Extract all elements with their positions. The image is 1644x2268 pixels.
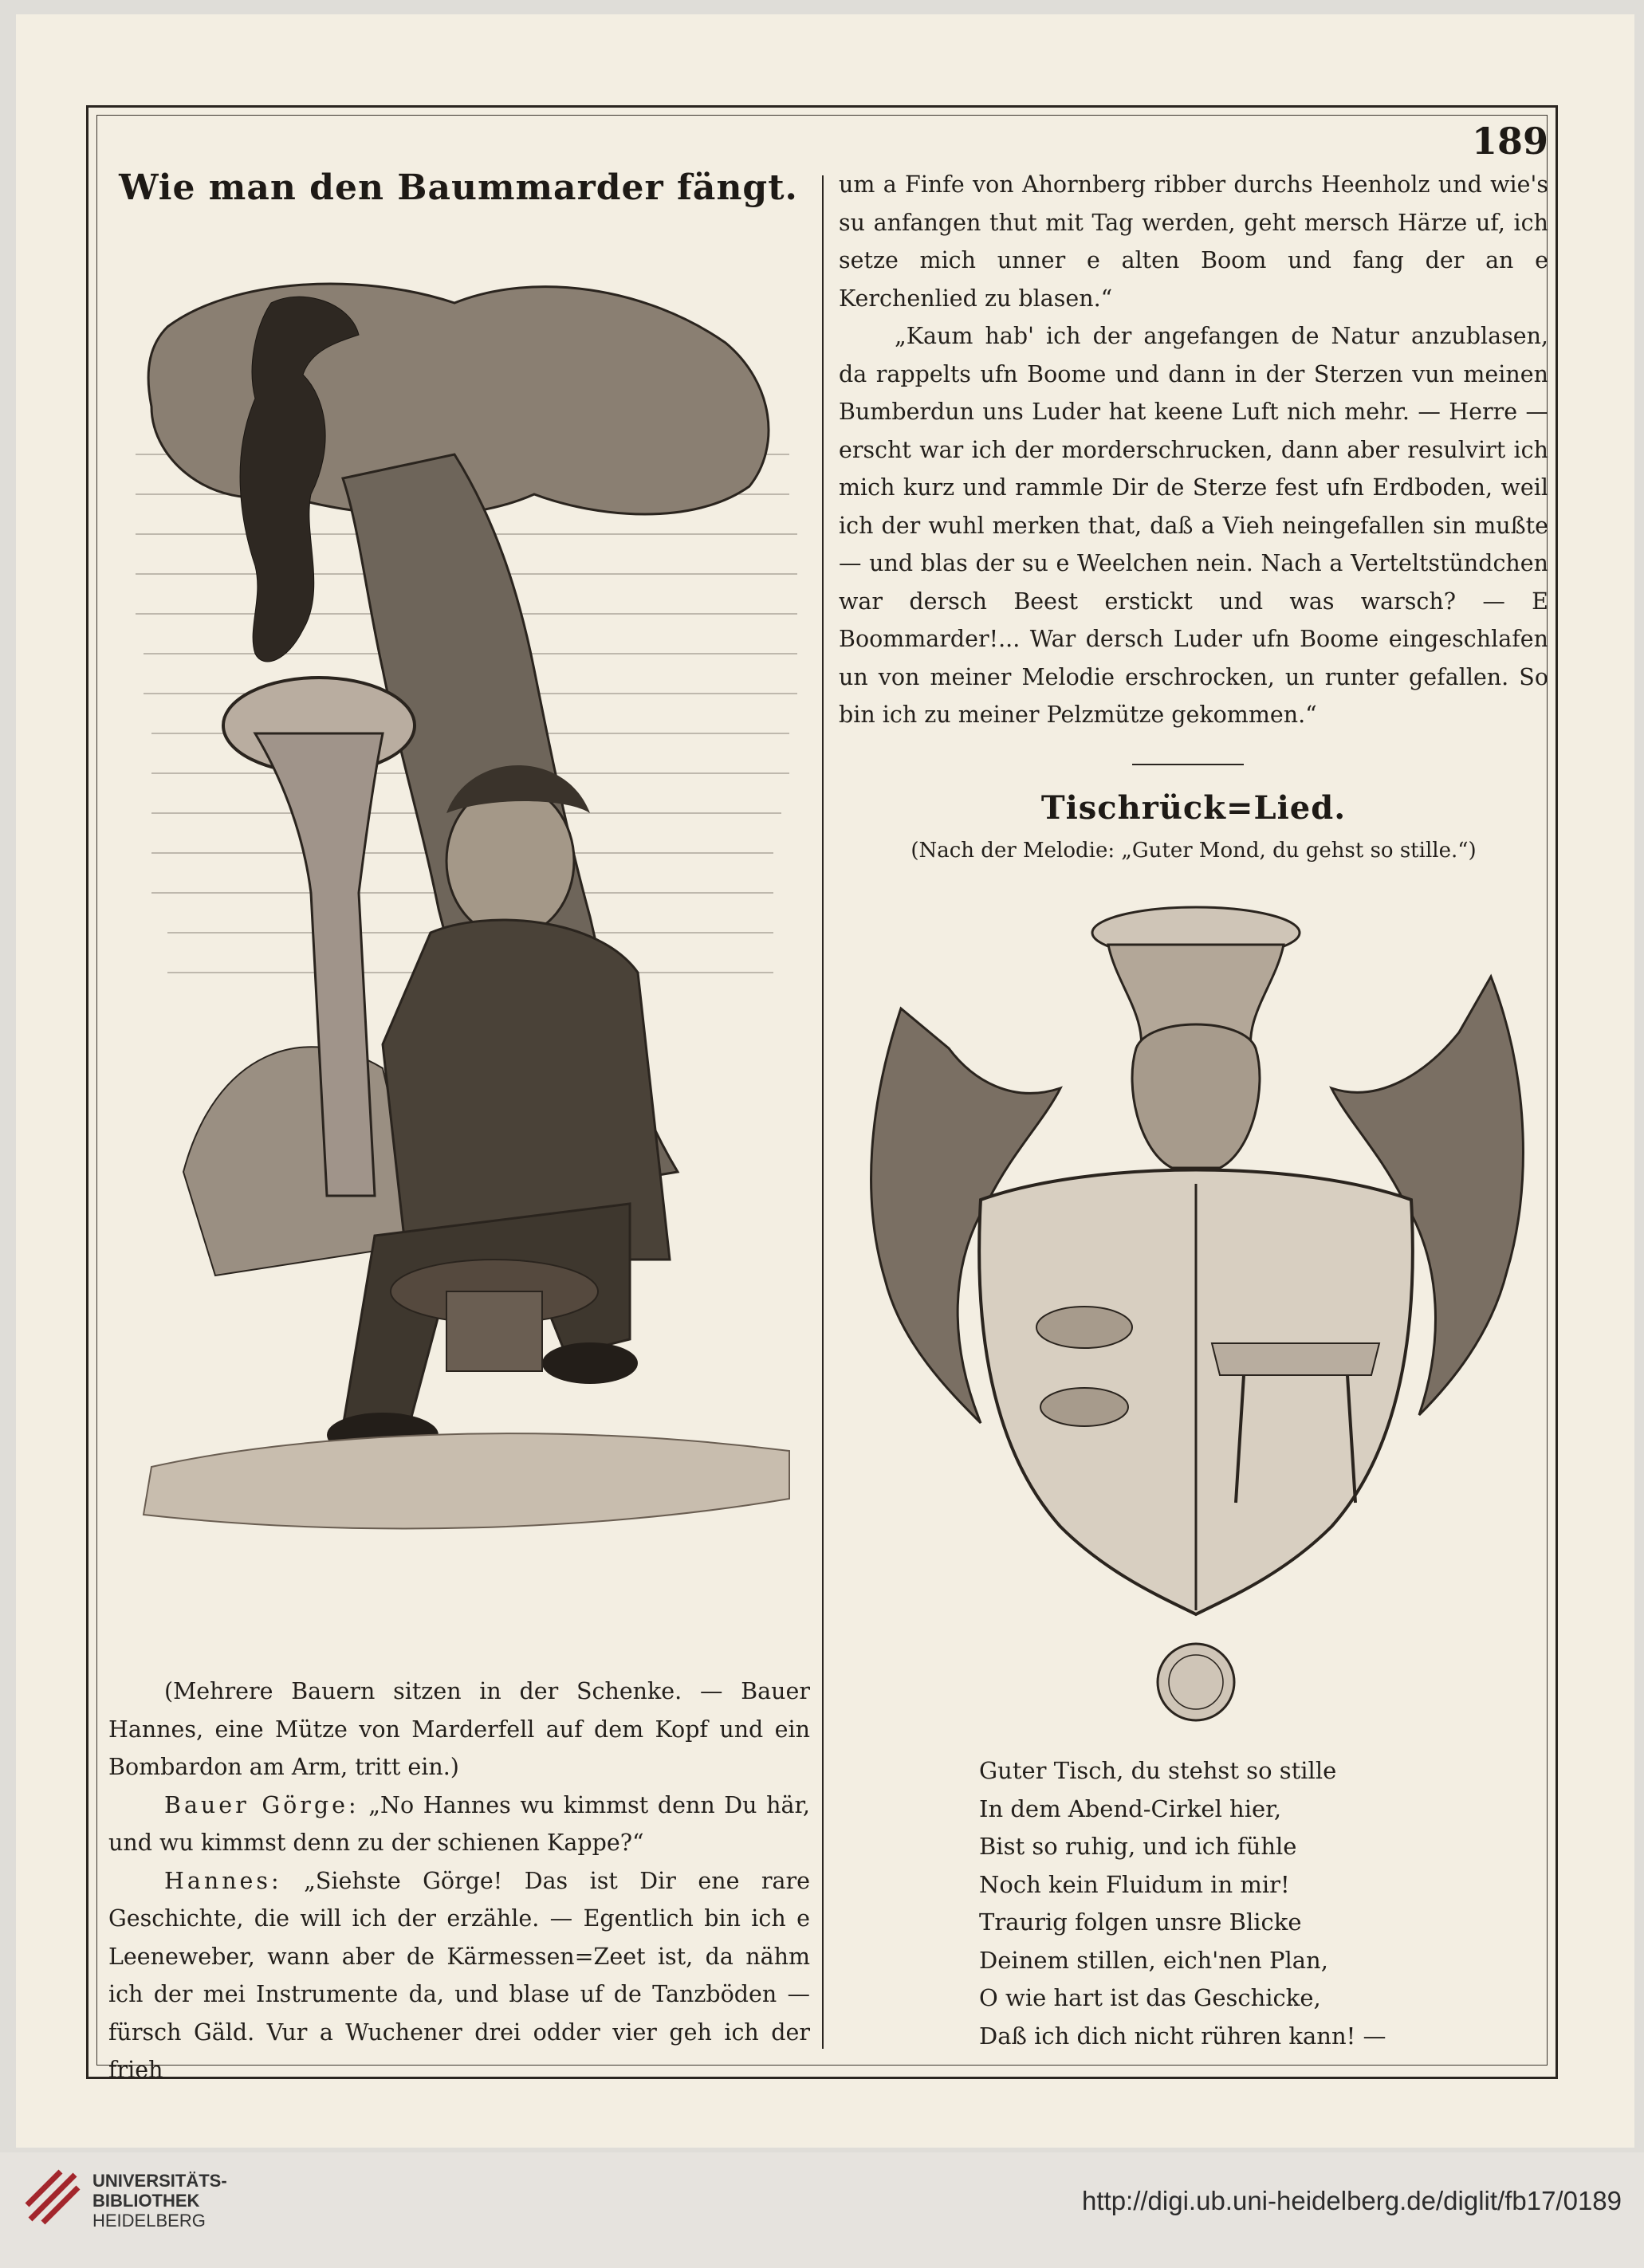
left-column-text bbox=[108, 1673, 810, 2089]
song-subtitle: (Nach der Melodie: „Guter Mond, du gehst so stille.“) bbox=[910, 839, 1477, 863]
library-name-line2: BIBLIOTHEK bbox=[92, 2191, 200, 2211]
speech-hannes: „Siehste Görge! Das ist Dir ene rare Geschichte, die will ich der erzähle. — Egentlich bin ich e Leeneweber, wann aber de Kärmessen=Zeet ist, da nähm ich der mei Instrumente da, und blase uf de Tanzböden — fürsch Gäld. Vur a Wuchener drei odder vier geh ich der frieh bbox=[108, 1867, 810, 2083]
section-divider bbox=[1132, 764, 1244, 765]
poem-line: O wie hart ist das Geschicke, bbox=[979, 1984, 1321, 2011]
stage-direction: (Mehrere Bauern sitzen in der Schenke. — Bauer Hannes, eine Mütze von Marderfell auf dem Kopf und ein Bombardon am Arm, tritt ein.) bbox=[108, 1678, 810, 1780]
article-title: Wie man den Baummarder fängt. bbox=[119, 167, 798, 208]
column-divider bbox=[822, 175, 824, 2049]
library-name bbox=[92, 2171, 227, 2231]
dialogue-hannes bbox=[108, 1862, 810, 2089]
speech-goerge: „No Hannes wu kimmst denn Du här, und wu kimmst denn zu der schienen Kappe?“ bbox=[108, 1791, 810, 1856]
poem-line: Guter Tisch, du stehst so stille bbox=[979, 1757, 1337, 1784]
poem-line: Daß ich dich nicht rühren kann! — bbox=[979, 2022, 1386, 2050]
library-name-line3: HEIDELBERG bbox=[92, 2211, 206, 2231]
poem bbox=[979, 1752, 1457, 2055]
library-logo-icon bbox=[22, 2167, 83, 2227]
poem-line: In dem Abend-Cirkel hier, bbox=[979, 1794, 1282, 1822]
poem-line: Deinem stillen, eich'nen Plan, bbox=[979, 1946, 1328, 1974]
poem-line: Traurig folgen unsre Blicke bbox=[979, 1908, 1302, 1936]
speaker-hannes: Hannes: bbox=[164, 1867, 282, 1894]
right-column-text bbox=[839, 166, 1548, 734]
poem-line: Bist so ruhig, und ich fühle bbox=[979, 1833, 1297, 1860]
dialogue-goerge bbox=[108, 1786, 810, 1862]
library-name-line1: UNIVERSITÄTS- bbox=[92, 2171, 227, 2191]
song-title: Tischrück=Lied. bbox=[1040, 789, 1347, 827]
speaker-goerge: Bauer Görge: bbox=[164, 1791, 360, 1818]
page-number: 189 bbox=[1471, 120, 1548, 163]
source-url[interactable]: http://digi.ub.uni-heidelberg.de/diglit/fb17/0189 bbox=[1082, 2186, 1622, 2215]
continuation-paragraph: um a Finfe von Ahornberg ribber durchs Heenholz und wie's su anfangen thut mit Tag werden, geht mersch Härze uf, ich setze mich unner e alten Boom und fang der an e Kerchenlied zu blasen.“ bbox=[839, 171, 1548, 312]
tuba-player-illustration bbox=[120, 255, 813, 1626]
poem-line: Noch kein Fluidum in mir! bbox=[979, 1870, 1290, 1898]
coat-of-arms-illustration bbox=[853, 897, 1539, 1726]
story-paragraph: „Kaum hab' ich der angefangen de Natur anzublasen, da rappelts ufn Boome und dann in der Sterzen vun meinen Bumberdun uns Luder hat keene Luft nich mehr. — Herre — erscht war ich der morderschrucken, dann aber resulvirt ich mich kurz und rammle Dir de Sterze fest ufn Erdboden, weil ich der wuhl merken that, daß a Vieh neingefallen sin mußte — und blas der su e Weelchen nein. Nach a Verteltstündchen war dersch Beest erstickt und was warsch? — E Boommarder!... War dersch Luder ufn Boome eingeschlafen un von meiner Melodie erschrocken, un runter gefallen. So bin ich zu meiner Pelzmütze gekommen.“ bbox=[839, 323, 1548, 728]
